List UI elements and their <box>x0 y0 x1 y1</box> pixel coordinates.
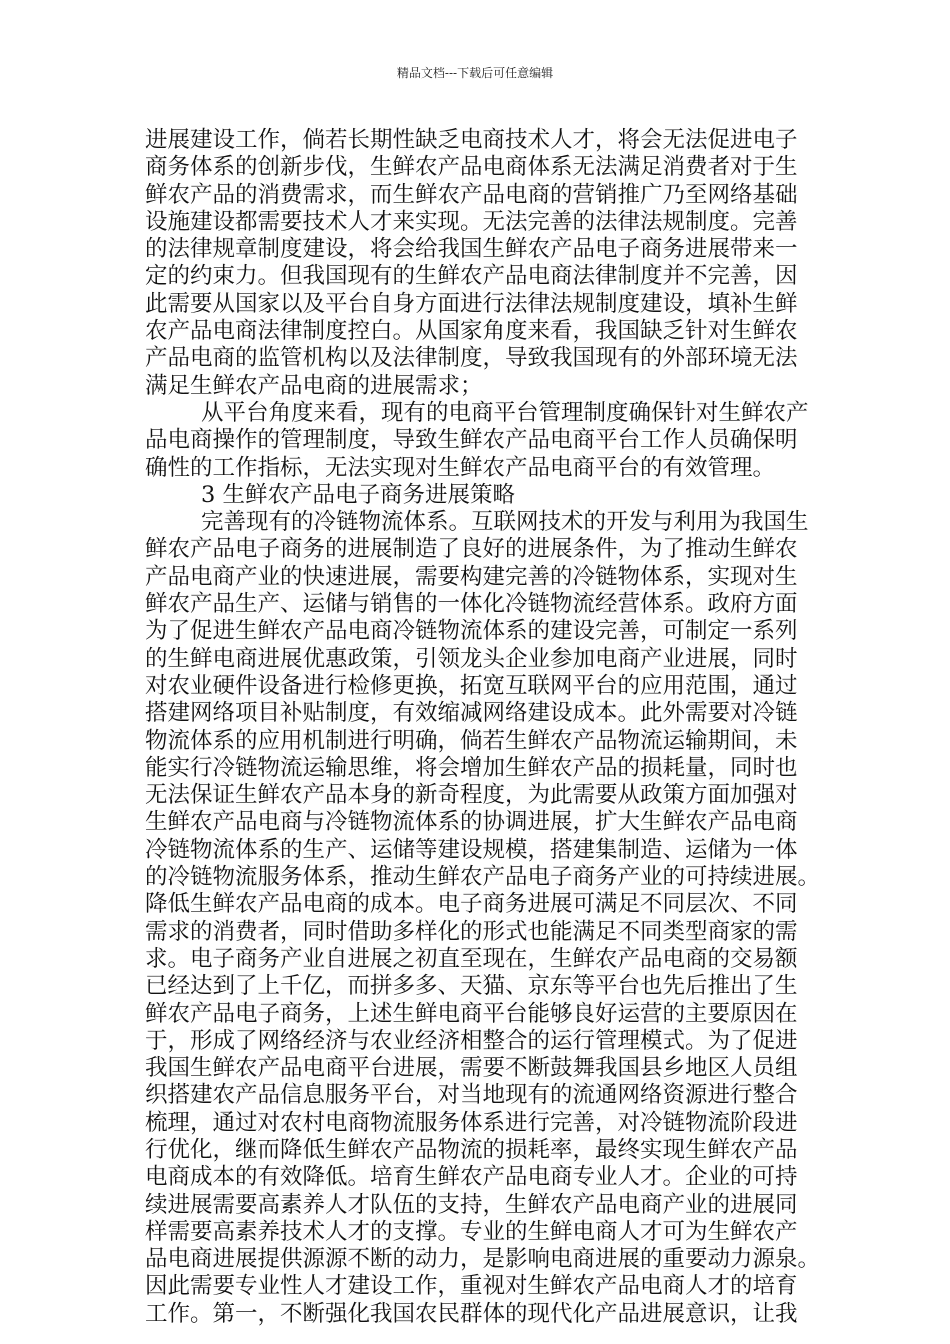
text-line: 鲜农产品电子商务，上述生鲜电商平台能够良好运营的主要原因在 <box>145 1000 798 1027</box>
text-line: 行优化，继而降低生鲜农产品物流的损耗率，最终实现生鲜农产品 <box>145 1136 798 1163</box>
text-line: 此需要从国家以及平台自身方面进行法律法规制度建设，填补生鲜 <box>145 290 798 317</box>
text-line: 搭建网络项目补贴制度，有效缩减网络建设成本。此外需要对冷链 <box>145 700 798 727</box>
text-line: 定的约束力。但我国现有的生鲜农产品电商法律制度并不完善，因 <box>145 263 798 290</box>
text-line: 鲜农产品生产、运储与销售的一体化冷链物流经营体系。政府方面 <box>145 591 798 618</box>
text-line: 因此需要专业性人才建设工作，重视对生鲜农产品电商人才的培育 <box>145 1273 798 1300</box>
text-line: 降低生鲜农产品电商的成本。电子商务进展可满足不同层次、不同 <box>145 891 798 918</box>
text-line: 鲜农产品的消费需求，而生鲜农产品电商的营销推广乃至网络基础 <box>145 181 798 208</box>
text-line: 生鲜农产品电商与冷链物流体系的协调进展，扩大生鲜农产品电商 <box>145 809 798 836</box>
text-line: 已经达到了上千亿，而拼多多、天猫、京东等平台也先后推出了生 <box>145 973 798 1000</box>
body-text <box>145 127 835 1328</box>
text-line: 产品电商产业的快速进展，需要构建完善的冷链物体系，实现对生 <box>145 563 798 590</box>
text-line: 满足生鲜农产品电商的进展需求； <box>145 372 483 399</box>
text-line: 农产品电商法律制度控白。从国家角度来看，我国缺乏针对生鲜农 <box>145 318 798 345</box>
text-line: 电商成本的有效降低。培育生鲜农产品电商专业人才。企业的可持 <box>145 1164 798 1191</box>
text-line: 从平台角度来看，现有的电商平台管理制度确保针对生鲜农产 <box>201 399 809 426</box>
text-line: 需求的消费者，同时借助多样化的形式也能满足不同类型商家的需 <box>145 918 798 945</box>
text-line: 于，形成了网络经济与农业经济相整合的运行管理模式。为了促进 <box>145 1027 798 1054</box>
page-header: 精品文档---下载后可任意编辑 <box>396 66 554 80</box>
text-line: 物流体系的应用机制进行明确，倘若生鲜农产品物流运输期间，未 <box>145 727 798 754</box>
text-line: 我国生鲜农产品电商平台进展，需要不断鼓舞我国县乡地区人员组 <box>145 1055 798 1082</box>
text-line: 商务体系的创新步伐，生鲜农产品电商体系无法满足消费者对于生 <box>145 154 798 181</box>
text-line: 求。电子商务产业自进展之初直至现在，生鲜农产品电商的交易额 <box>145 945 798 972</box>
text-line: 工作。第一，不断强化我国农民群体的现代化产品进展意识，让我 <box>145 1300 798 1327</box>
text-line: 品电商进展提供源源不断的动力，是影响电商进展的重要动力源泉。 <box>145 1246 821 1273</box>
text-line: 冷链物流体系的生产、运储等建设规模，搭建集制造、运储为一体 <box>145 836 798 863</box>
text-line: 样需要高素养技术人才的支撑。专业的生鲜电商人才可为生鲜农产 <box>145 1218 798 1245</box>
text-line: 产品电商的监管机构以及法律制度，导致我国现有的外部环境无法 <box>145 345 798 372</box>
text-line: 的生鲜电商进展优惠政策，引领龙头企业参加电商产业进展，同时 <box>145 645 798 672</box>
text-line: 梳理，通过对农村电商物流服务体系进行完善，对冷链物流阶段进 <box>145 1109 798 1136</box>
text-line: 织搭建农产品信息服务平台，对当地现有的流通网络资源进行整合 <box>145 1082 798 1109</box>
text-line: 为了促进生鲜农产品电商冷链物流体系的建设完善，可制定一系列 <box>145 618 798 645</box>
text-line: 鲜农产品电子商务的进展制造了良好的进展条件，为了推动生鲜农 <box>145 536 798 563</box>
text-line: 的法律规章制度建设，将会给我国生鲜农产品电子商务进展带来一 <box>145 236 798 263</box>
text-line: 无法保证生鲜农产品本身的新奇程度，为此需要从政策方面加强对 <box>145 782 798 809</box>
text-line: 的冷链物流服务体系，推动生鲜农产品电子商务产业的可持续进展。 <box>145 864 821 891</box>
text-line: 续进展需要高素养人才队伍的支持，生鲜农产品电商产业的进展同 <box>145 1191 798 1218</box>
text-line: 对农业硬件设备进行检修更换，拓宽互联网平台的应用范围，通过 <box>145 672 798 699</box>
text-line: 进展建设工作，倘若长期性缺乏电商技术人才，将会无法促进电子 <box>145 127 798 153</box>
text-line: 品电商操作的管理制度，导致生鲜农产品电商平台工作人员确保明 <box>145 427 798 454</box>
text-line: 确性的工作指标，无法实现对生鲜农产品电商平台的有效管理。 <box>145 454 776 481</box>
text-line: 3 生鲜农产品电子商务进展策略 <box>201 481 515 508</box>
text-line: 设施建设都需要技术人才来实现。无法完善的法律法规制度。完善 <box>145 208 798 235</box>
text-line: 完善现有的冷链物流体系。互联网技术的开发与利用为我国生 <box>201 509 809 536</box>
text-line: 能实行冷链物流运输思维，将会增加生鲜农产品的损耗量，同时也 <box>145 754 798 781</box>
